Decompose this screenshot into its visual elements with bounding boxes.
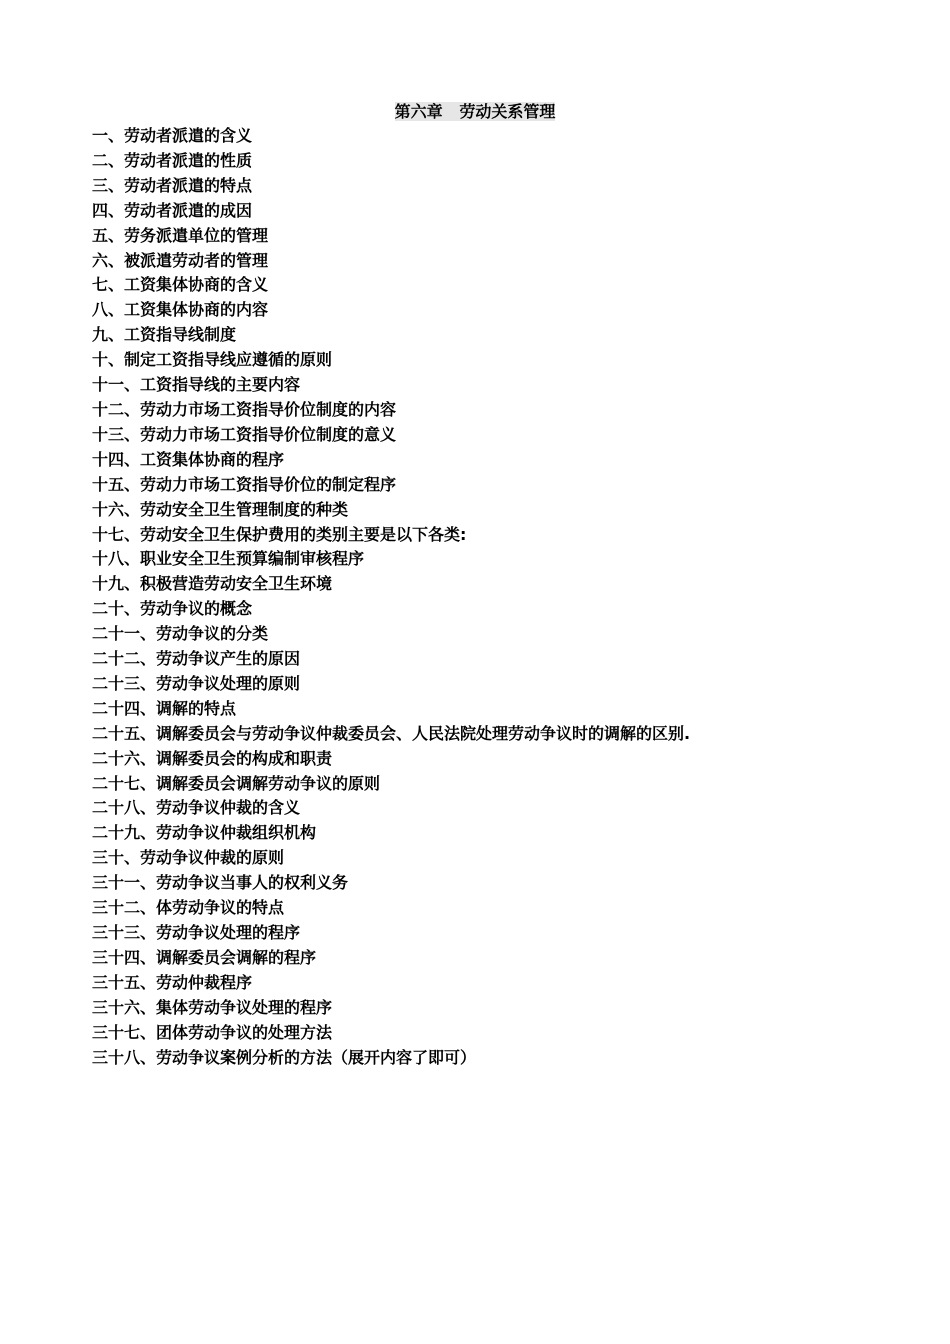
list-item: 九、工资指导线制度 (92, 325, 237, 345)
list-item: 二十一、劳动争议的分类 (92, 624, 269, 644)
list-item: 十二、劳动力市场工资指导价位制度的内容 (92, 399, 397, 419)
list-item: 二十二、劳动争议产生的原因 (92, 649, 301, 669)
list-item: 七、工资集体协商的含义 (92, 275, 269, 295)
list-item: 三十六、集体劳动争议处理的程序 (92, 997, 333, 1017)
list-item: 二十、劳动争议的概念 (92, 599, 253, 619)
list-item: 十八、职业安全卫生预算编制审核程序 (92, 549, 365, 569)
list-item: 三、劳动者派遣的特点 (92, 175, 253, 195)
chapter-title-wrap (0, 100, 950, 124)
list-item: 三十二、体劳动争议的特点 (92, 898, 285, 918)
list-item: 二十八、劳动争议仲裁的含义 (92, 798, 301, 818)
chapter-number: 第六章 (394, 102, 443, 121)
list-item: 四、劳动者派遣的成因 (92, 200, 253, 220)
list-item: 六、被派遣劳动者的管理 (92, 250, 269, 270)
list-item: 一、劳动者派遣的含义 (92, 126, 253, 145)
list-item: 三十三、劳动争议处理的程序 (92, 923, 301, 942)
title-gap (443, 102, 460, 121)
list-item: 二十七、调解委员会调解劳动争议的原则 (92, 773, 381, 793)
list-item: 三十一、劳动争议当事人的权利义务 (92, 873, 349, 893)
list-item: 十九、积极营造劳动安全卫生环境 (92, 574, 333, 594)
list-item: 三十五、劳动仲裁程序 (92, 972, 253, 992)
list-item: 十五、劳动力市场工资指导价位的制定程序 (92, 474, 397, 494)
list-item: 八、工资集体协商的内容 (92, 300, 269, 320)
list-item: 十六、劳动安全卫生管理制度的种类 (92, 499, 349, 519)
list-item: 三十八、劳动争议案例分析的方法（展开内容了即可） (92, 1047, 477, 1067)
outline-list (92, 124, 690, 1070)
list-item: 十四、工资集体协商的程序 (92, 449, 285, 469)
list-item: 三十四、调解委员会调解的程序 (92, 947, 317, 967)
list-item: 十七、劳动安全卫生保护费用的类别主要是以下各类: (92, 524, 467, 544)
chapter-title (393, 100, 558, 124)
chapter-name: 劳动关系管理 (459, 102, 556, 121)
list-item: 二十六、调解委员会的构成和职责 (92, 748, 333, 768)
list-item: 二十九、劳动争议仲裁组织机构 (92, 823, 317, 843)
list-item: 三十七、团体劳动争议的处理方法 (92, 1022, 333, 1042)
list-item: 十、制定工资指导线应遵循的原则 (92, 350, 333, 370)
list-item: 二、劳动者派遣的性质 (92, 150, 253, 170)
list-item: 二十三、劳动争议处理的原则 (92, 673, 301, 693)
list-item: 二十四、调解的特点 (92, 698, 237, 718)
list-item: 三十、劳动争议仲裁的原则 (92, 848, 285, 868)
list-item: 五、劳务派遣单位的管理 (92, 225, 269, 245)
list-item: 十三、劳动力市场工资指导价位制度的意义 (92, 424, 397, 444)
list-item: 十一、工资指导线的主要内容 (92, 375, 301, 395)
list-item: 二十五、调解委员会与劳动争议仲裁委员会、人民法院处理劳动争议时的调解的区别. (92, 723, 691, 743)
